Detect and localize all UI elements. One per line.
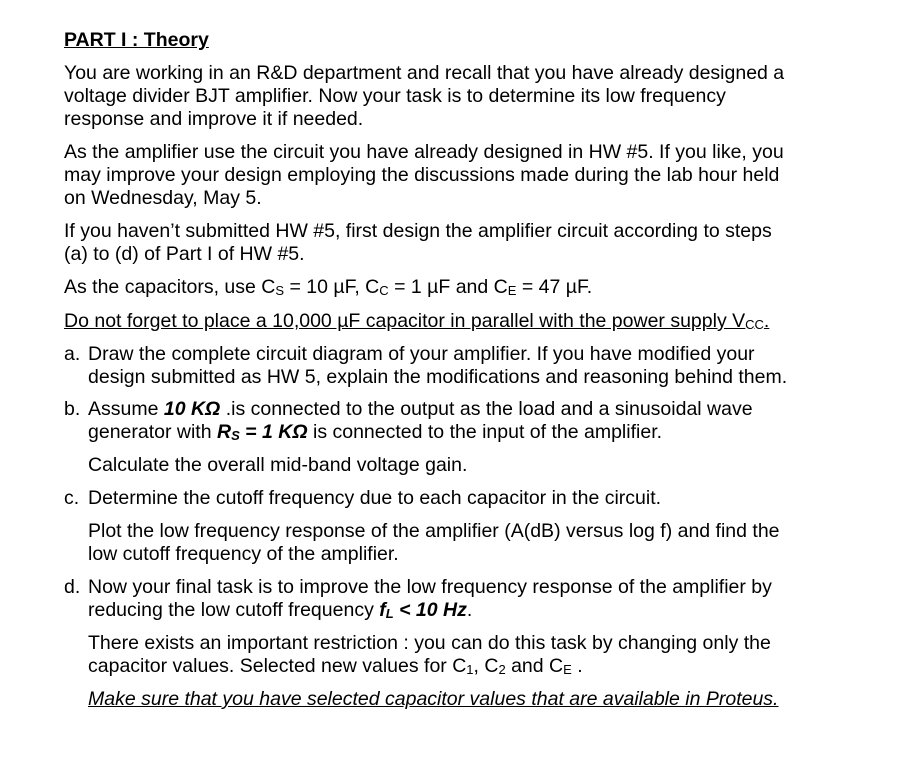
- amplifier-paragraph: [64, 141, 854, 210]
- text-line: (a) to (d) of Part I of HW #5.: [64, 243, 305, 265]
- list-marker: a.: [64, 343, 81, 365]
- text-line: response and improve it if needed.: [64, 108, 364, 130]
- text-line: You are working in an R&D department and recall that you have already designed a: [64, 62, 785, 84]
- text-line: Now your final task is to improve the low frequency response of the amplifier by: [88, 576, 772, 598]
- section-heading: PART I : Theory: [64, 29, 209, 51]
- text-line: Determine the cutoff frequency due to each capacitor in the circuit.: [88, 487, 662, 509]
- hw5-paragraph: [64, 220, 854, 266]
- text-line: Do not forget to place a 10,000 µF capacitor in parallel with the power supply VCC.: [64, 310, 770, 332]
- text-line: Calculate the overall mid-band voltage gain.: [88, 454, 468, 476]
- text-line: low cutoff frequency of the amplifier.: [88, 543, 399, 565]
- capacitors-paragraph: [64, 276, 854, 302]
- text-line: capacitor values. Selected new values for C1, C2 and CE .: [88, 655, 583, 677]
- text-line: may improve your design employing the discussions made during the lab hour held: [64, 164, 780, 186]
- list-marker: c.: [64, 487, 80, 509]
- text-line: If you haven’t submitted HW #5, first design the amplifier circuit according to steps: [64, 220, 772, 242]
- text-line: reducing the low cutoff frequency fL < 10 Hz.: [88, 599, 473, 621]
- text-line: There exists an important restriction : you can do this task by changing only the: [88, 632, 771, 654]
- text-line: Plot the low frequency response of the amplifier (A(dB) versus log f) and find the: [88, 520, 780, 542]
- power-supply-note: [64, 310, 854, 336]
- text-line: Draw the complete circuit diagram of your amplifier. If you have modified your: [88, 343, 755, 365]
- list-marker: b.: [64, 398, 81, 420]
- text-line: Make sure that you have selected capacitor values that are available in Proteus.: [88, 688, 779, 710]
- text-line: design submitted as HW 5, explain the modifications and reasoning behind them.: [88, 366, 788, 388]
- text-line: As the capacitors, use CS = 10 µF, CC = 1 µF and CE = 47 µF.: [64, 276, 593, 298]
- text-line: on Wednesday, May 5.: [64, 187, 262, 209]
- text-line: As the amplifier use the circuit you have already designed in HW #5. If you like, you: [64, 141, 784, 163]
- intro-paragraph: [64, 62, 854, 131]
- text-line: generator with RS = 1 KΩ is connected to the input of the amplifier.: [88, 421, 663, 443]
- text-line: voltage divider BJT amplifier. Now your task is to determine its low frequency: [64, 85, 726, 107]
- text-line: Assume 10 KΩ .is connected to the output as the load and a sinusoidal wave: [88, 398, 753, 420]
- list-marker: d.: [64, 576, 81, 598]
